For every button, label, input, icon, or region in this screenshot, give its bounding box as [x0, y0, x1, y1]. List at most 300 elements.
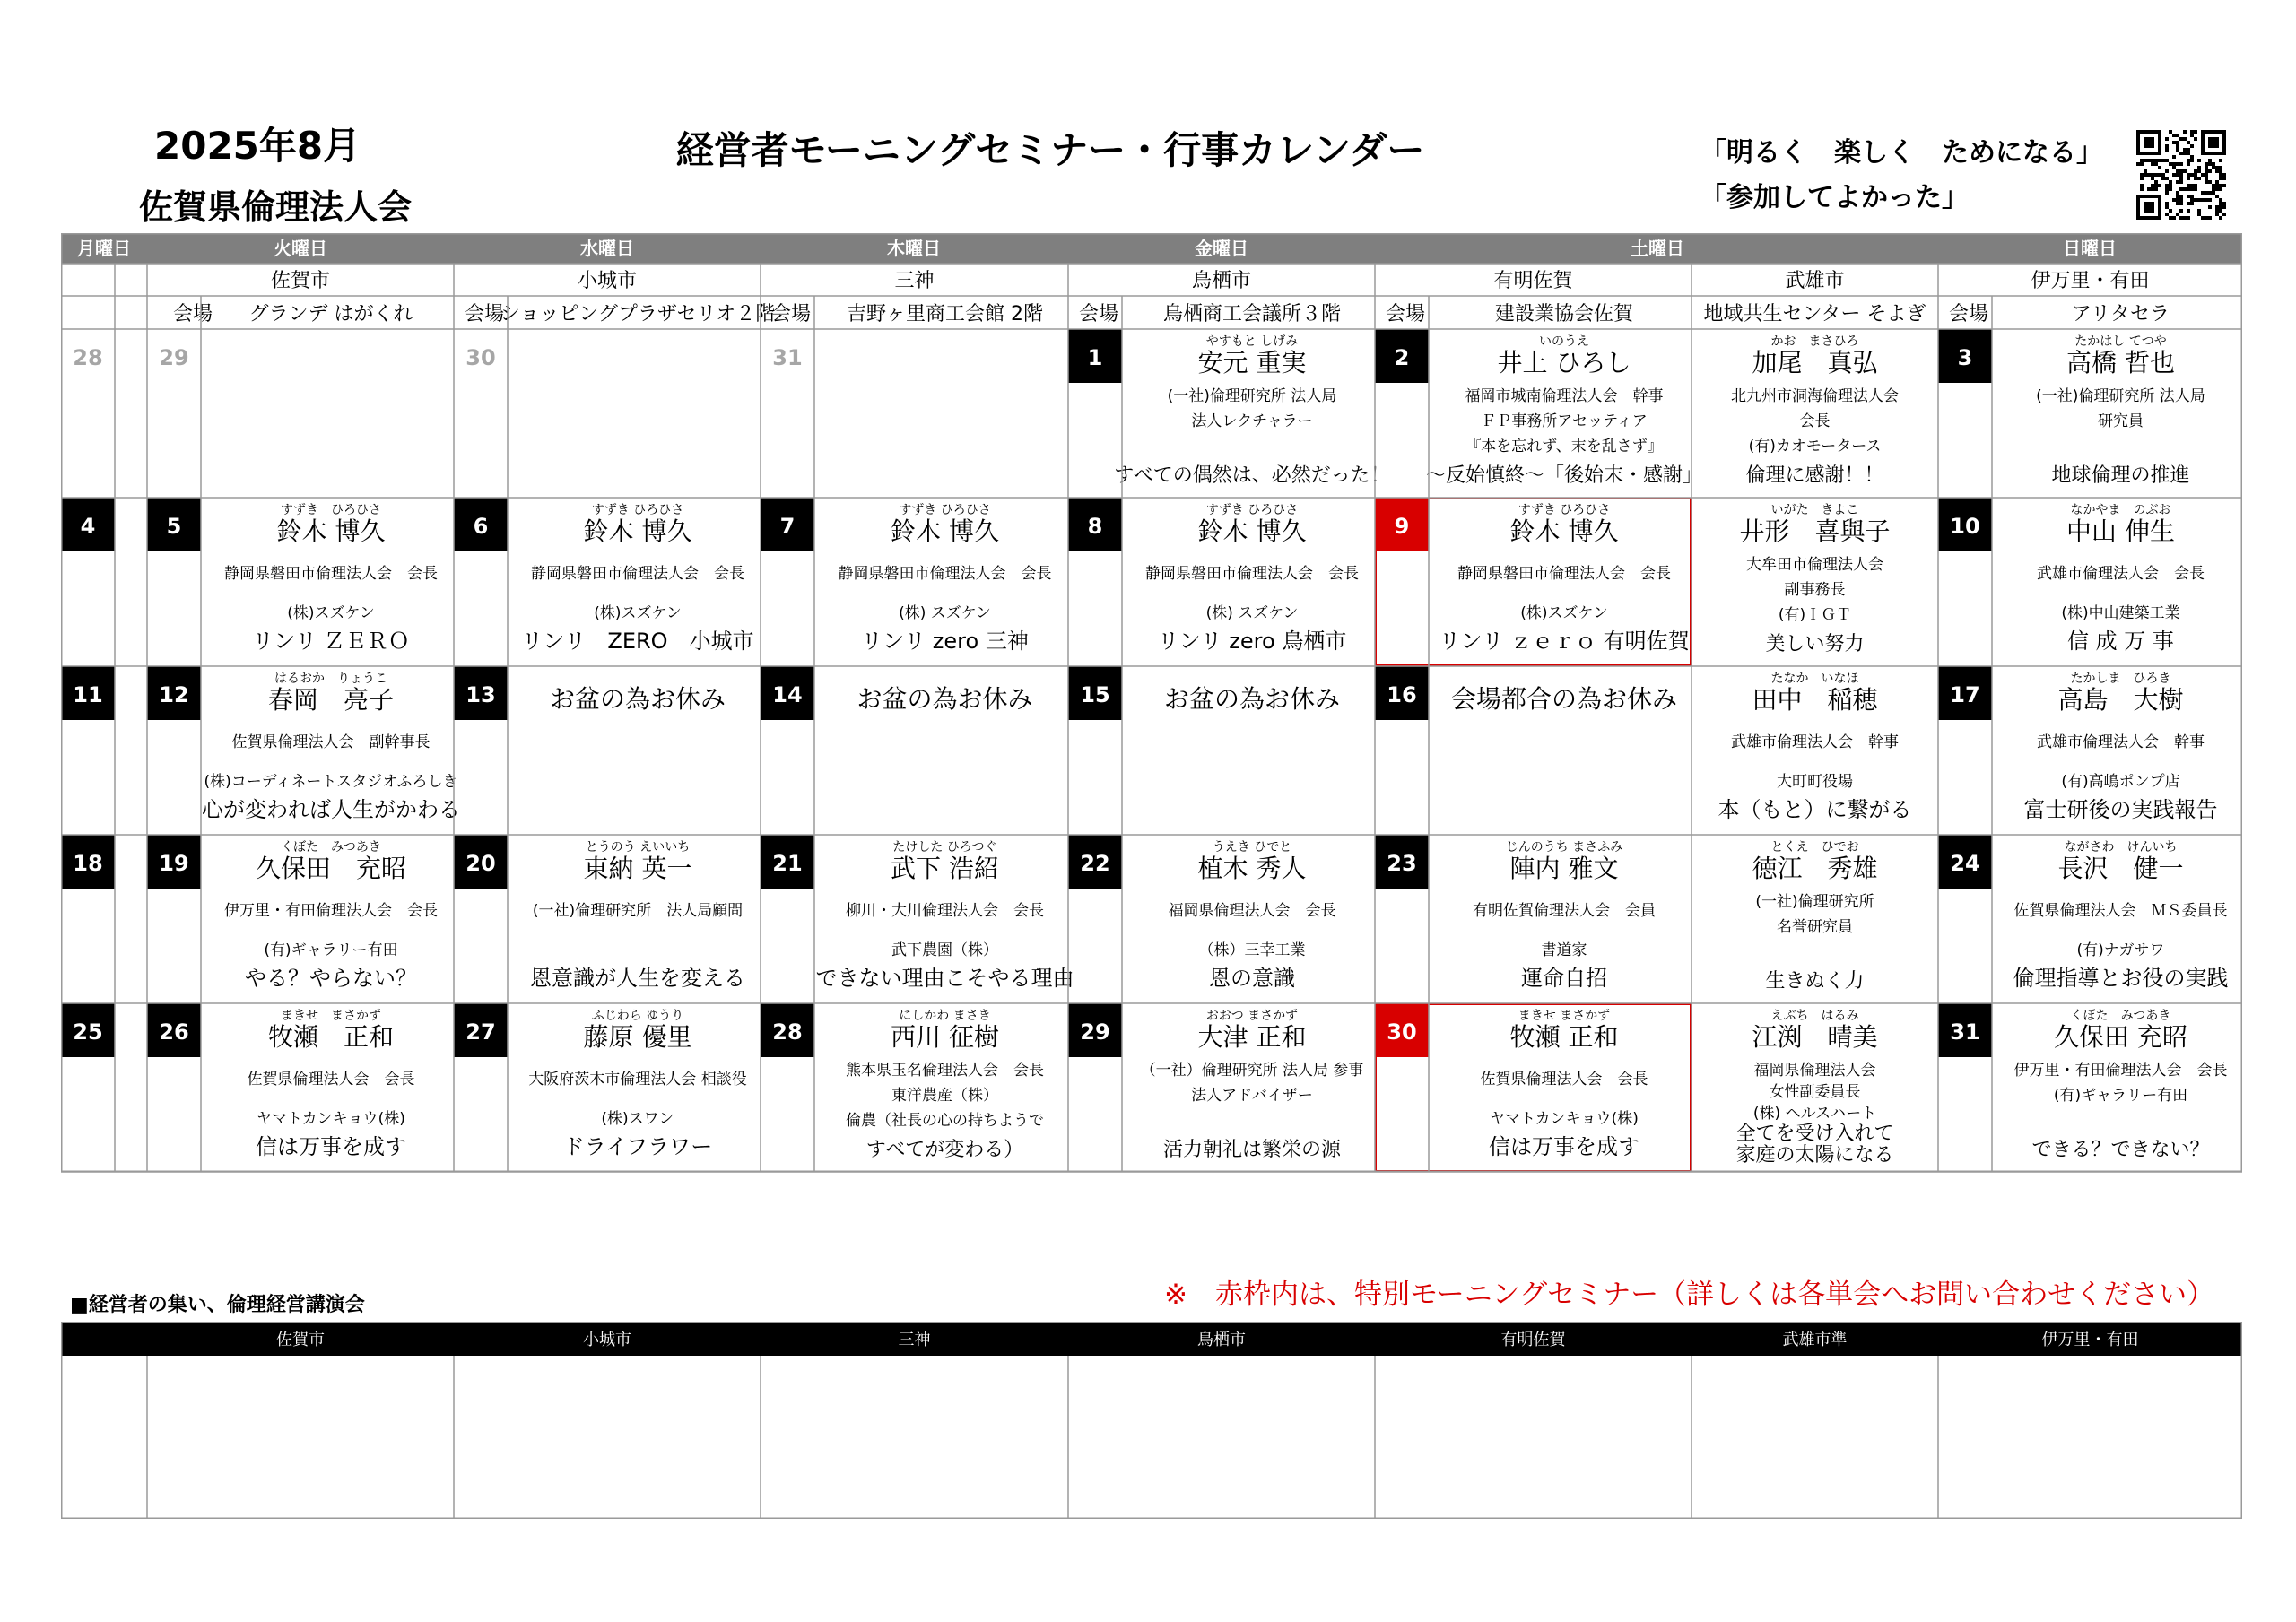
qr-module [2215, 213, 2219, 216]
qr-module [2154, 184, 2158, 187]
qr-module [2219, 184, 2222, 187]
venue-name: アリタセラ [2071, 303, 2170, 325]
qr-module [2222, 213, 2226, 216]
speaker-affiliation: 北九州市洞海倫理法人会 [1731, 387, 1899, 405]
qr-module [2219, 187, 2222, 191]
qr-module [2187, 184, 2190, 187]
venue-label: 会場 [172, 303, 213, 325]
date-number: 12 [159, 682, 189, 707]
qr-module [2165, 169, 2169, 173]
qr-module [2158, 184, 2161, 187]
club-name: 鳥栖市 [1191, 270, 1252, 292]
date-number: 23 [1387, 851, 1417, 876]
speaker-ruby: にしかわ まさき [899, 1009, 991, 1023]
venue-name: 建設業協会佐賀 [1494, 303, 1634, 325]
seminar-theme: 地球倫理の推進 [2051, 464, 2190, 487]
qr-module [2179, 180, 2183, 184]
qr-module [2201, 173, 2205, 177]
qr-module [2183, 130, 2187, 134]
seminar-theme: リンリ ZERO 小城市 [521, 629, 754, 654]
speaker-affiliation: 副事務長 [1784, 581, 1846, 599]
speaker-affiliation: 福岡県倫理法人会 会長 [1168, 902, 1336, 920]
qr-module [2183, 137, 2187, 141]
qr-module [2197, 177, 2201, 180]
qr-module [2187, 216, 2190, 220]
qr-module [2151, 162, 2154, 166]
date-number: 24 [1950, 851, 1980, 876]
speaker-name: 江渕 晴美 [1752, 1022, 1878, 1052]
closed-notice: お盆の為お休み [857, 684, 1033, 714]
date-number: 5 [166, 514, 182, 539]
speaker-affiliation: 大牟田市倫理法人会 [1746, 556, 1883, 574]
speaker-affiliation: 熊本県玉名倫理法人会 会長 [846, 1062, 1044, 1080]
qr-module [2197, 169, 2201, 173]
seminar-theme: 美しい努力 [1765, 633, 1865, 655]
year-month: 2025年8月 [154, 124, 361, 168]
qr-module [2165, 144, 2169, 148]
seminar-theme: できない理由こそやる理由 [815, 966, 1074, 991]
weekday-header: 木曜日 [887, 238, 941, 259]
qr-finder-core [2144, 202, 2154, 213]
seminar-theme: できる？できない？ [2031, 1139, 2210, 1161]
speaker-affiliation: 静岡県磐田市倫理法人会 会長 [838, 565, 1052, 583]
lecture-column-header: 佐賀市 [276, 1331, 325, 1349]
speaker-name: 鈴木 博久 [276, 516, 386, 546]
qr-module [2190, 198, 2194, 202]
weekday-header: 土曜日 [1631, 238, 1684, 259]
weekday-header: 火曜日 [274, 238, 327, 259]
qr-module [2212, 191, 2215, 195]
qr-module [2179, 177, 2183, 180]
lecture-column-header: 武雄市準 [1782, 1331, 1848, 1349]
speaker-ruby: くぼた みつあき [2070, 1009, 2171, 1023]
speaker-ruby: いのうえ [1539, 334, 1589, 349]
qr-module [2205, 177, 2208, 180]
qr-module [2179, 195, 2183, 198]
speaker-affiliation: 武下農園（株） [891, 941, 998, 959]
qr-module [2172, 162, 2176, 166]
speaker-name: 鈴木 博久 [1197, 516, 1307, 546]
qr-module [2154, 173, 2158, 177]
lecture-column-header: 小城市 [583, 1331, 631, 1349]
speaker-name: 鈴木 博久 [1509, 516, 1619, 546]
qr-module [2219, 209, 2222, 213]
qr-module [2190, 184, 2194, 187]
qr-module [2205, 173, 2208, 177]
venue-label: 会場 [1385, 303, 1426, 325]
qr-module [2176, 162, 2179, 166]
seminar-theme: リンリ zero 三神 [861, 629, 1029, 654]
qr-module [2172, 198, 2176, 202]
qr-module [2205, 198, 2208, 202]
qr-module [2179, 187, 2183, 191]
venue-name: ショッピングプラザセリオ２階 [500, 303, 776, 325]
lecture-table [61, 1322, 2242, 1519]
qr-module [2208, 159, 2212, 162]
speaker-ruby: すずき ひろひさ [591, 503, 684, 517]
qr-module [2219, 177, 2222, 180]
speaker-name: 東納 英一 [583, 854, 692, 883]
qr-module [2190, 144, 2194, 148]
qr-code-icon[interactable] [2136, 130, 2226, 220]
date-number: 3 [1957, 345, 1973, 370]
qr-module [2176, 213, 2179, 216]
qr-module [2169, 130, 2172, 134]
seminar-theme: 活力朝礼は繁栄の源 [1162, 1139, 1342, 1161]
qr-module [2194, 187, 2197, 191]
speaker-ruby: おおつ まさかず [1205, 1009, 1299, 1023]
speaker-ruby: ながさわ けんいち [2064, 840, 2178, 854]
speaker-name: 春岡 亮子 [267, 685, 395, 715]
qr-module [2172, 155, 2176, 159]
lecture-section-title: ■経営者の集い、倫理経営講演会 [70, 1294, 365, 1316]
qr-module [2169, 209, 2172, 213]
speaker-ruby: たけした ひろつぐ [892, 840, 997, 854]
seminar-theme: すべての偶然は、必然だった！ [1114, 464, 1390, 487]
qr-module [2212, 166, 2215, 169]
qr-module [2172, 141, 2176, 144]
seminar-theme: 運命自招 [1521, 966, 1607, 991]
seminar-theme: 家庭の太陽になる [1735, 1144, 1894, 1167]
qr-module [2179, 169, 2183, 173]
qr-module [2176, 202, 2179, 205]
speaker-affiliation: (株) ヘルスハート [1752, 1105, 1877, 1123]
qr-module [2176, 134, 2179, 137]
qr-module [2205, 169, 2208, 173]
qr-module [2190, 155, 2194, 159]
seminar-theme: 本（もと）に繋がる [1718, 797, 1912, 822]
qr-module [2179, 173, 2183, 177]
speaker-ruby: とうのう えいいち [585, 840, 691, 854]
qr-module [2158, 173, 2161, 177]
qr-module [2205, 166, 2208, 169]
speaker-affiliation: 大阪府茨木市倫理法人会 相談役 [528, 1071, 747, 1089]
venue-label: 会場 [1948, 303, 1989, 325]
qr-module [2219, 173, 2222, 177]
qr-module [2172, 134, 2176, 137]
qr-module [2194, 184, 2197, 187]
speaker-affiliation: 女性副委員長 [1769, 1083, 1861, 1101]
qr-module [2197, 166, 2201, 169]
date-number: 9 [1394, 514, 1410, 539]
qr-module [2194, 198, 2197, 202]
qr-module [2140, 159, 2144, 162]
speaker-name: 田中 稲穂 [1752, 685, 1878, 715]
seminar-theme: ～反始慎終～「後始末・感謝」 [1425, 464, 1703, 487]
closed-notice: お盆の為お休み [549, 684, 726, 714]
association-name: 佐賀県倫理法人会 [139, 187, 413, 227]
qr-module [2190, 134, 2194, 137]
seminar-theme: リンリ ｚｅｒｏ 有明佐賀 [1439, 629, 1690, 654]
lecture-column-header: 鳥栖市 [1197, 1331, 1246, 1349]
qr-module [2187, 202, 2190, 205]
qr-module [2165, 202, 2169, 205]
qr-module [2140, 184, 2144, 187]
qr-module [2158, 166, 2161, 169]
seminar-theme: ドライフラワー [562, 1134, 713, 1159]
qr-module [2208, 205, 2212, 209]
speaker-affiliation: (有)ギャラリー有田 [264, 941, 398, 959]
qr-module [2197, 159, 2201, 162]
speaker-affiliation: 研究員 [2098, 412, 2144, 430]
speaker-affiliation: 静岡県磐田市倫理法人会 会長 [224, 565, 438, 583]
qr-module [2219, 169, 2222, 173]
qr-module [2147, 159, 2151, 162]
qr-finder-core [2144, 137, 2154, 148]
speaker-affiliation: 武雄市倫理法人会 幹事 [2037, 733, 2205, 751]
qr-module [2176, 169, 2179, 173]
qr-module [2176, 144, 2179, 148]
speaker-name: 久保田 充昭 [255, 854, 407, 883]
date-number: 14 [772, 682, 803, 707]
qr-module [2147, 187, 2151, 191]
qr-module [2194, 169, 2197, 173]
qr-module [2215, 195, 2219, 198]
date-number: 6 [473, 514, 489, 539]
qr-module [2172, 166, 2176, 169]
speaker-name: 牧瀬 正和 [267, 1022, 395, 1052]
qr-module [2151, 173, 2154, 177]
qr-module [2190, 130, 2194, 134]
club-name: 三神 [894, 270, 935, 292]
speaker-affiliation: 『本を忘れず、末を乱さず』 [1465, 438, 1663, 455]
date-number: 22 [1080, 851, 1110, 876]
qr-module [2154, 159, 2158, 162]
qr-module [2176, 173, 2179, 177]
speaker-name: 牧瀬 正和 [1509, 1022, 1619, 1052]
qr-finder-core [2208, 137, 2219, 148]
qr-module [2187, 159, 2190, 162]
date-number: 19 [159, 851, 189, 876]
seminar-theme: リンリ ＺＥＲＯ [252, 629, 410, 654]
page-title: 経営者モーニングセミナー・行事カレンダー [675, 128, 1425, 172]
speaker-affiliation: 伊万里・有田倫理法人会 会長 [2013, 1062, 2228, 1080]
speaker-ruby: たかしま ひろき [2070, 672, 2171, 686]
speaker-name: 久保田 充昭 [2054, 1022, 2187, 1052]
qr-module [2144, 173, 2147, 177]
seminar-theme: やる？やらない？ [245, 966, 417, 991]
date-number: 17 [1950, 682, 1980, 707]
speaker-name: 陣内 雅文 [1509, 854, 1619, 883]
speaker-ruby: くぼた みつあき [281, 840, 381, 854]
qr-module [2219, 205, 2222, 209]
qr-module [2190, 202, 2194, 205]
lecture-header-bar [61, 1322, 2242, 1356]
qr-module [2215, 166, 2219, 169]
qr-module [2197, 213, 2201, 216]
qr-module [2176, 191, 2179, 195]
speaker-affiliation: 佐賀県倫理法人会 会長 [247, 1071, 415, 1089]
qr-module [2179, 202, 2183, 205]
qr-module [2165, 184, 2169, 187]
slogan-line-2: 「参加してよかった」 [1700, 182, 1969, 213]
qr-module [2140, 177, 2144, 180]
qr-module [2219, 198, 2222, 202]
club-name: 武雄市 [1785, 270, 1845, 292]
qr-module [2144, 169, 2147, 173]
speaker-affiliation: 佐賀県倫理法人会 会長 [1480, 1071, 1648, 1089]
qr-module [2187, 209, 2190, 213]
qr-module [2136, 162, 2140, 166]
qr-module [2215, 187, 2219, 191]
slogan-line-1: 「明るく 楽しく ためになる」 [1700, 137, 2103, 169]
weekday-header-bar [61, 233, 2242, 264]
qr-module [2176, 180, 2179, 184]
seminar-theme: 信は万事を成す [256, 1134, 406, 1159]
speaker-affiliation: (株)スズケン [287, 604, 375, 622]
date-number: 28 [73, 345, 103, 370]
qr-module [2176, 198, 2179, 202]
qr-module [2222, 184, 2226, 187]
qr-module [2187, 152, 2190, 155]
speaker-affiliation: (有)高嶋ポンプ店 [2061, 773, 2180, 791]
qr-module [2194, 177, 2197, 180]
qr-module [2169, 187, 2172, 191]
seminar-theme: 倫理指導とお役の実践 [2013, 966, 2229, 991]
seminar-theme: 生きぬく力 [1765, 970, 1865, 993]
date-number: 29 [159, 345, 189, 370]
date-number: 4 [80, 514, 96, 539]
qr-module [2212, 184, 2215, 187]
qr-module [2205, 191, 2208, 195]
qr-module [2187, 148, 2190, 152]
qr-module [2169, 216, 2172, 220]
date-number: 1 [1087, 345, 1103, 370]
speaker-affiliation: (一社)倫理研究所 法人局顧問 [532, 902, 744, 920]
date-number: 10 [1950, 514, 1980, 539]
speaker-affiliation: 福岡市城南倫理法人会 幹事 [1465, 387, 1664, 405]
closed-notice: 会場都合の為お休み [1450, 684, 1678, 714]
date-number: 20 [465, 851, 496, 876]
speaker-affiliation: 倫農（社長の心の持ちようで [846, 1112, 1044, 1130]
speaker-name: 鈴木 博久 [583, 516, 692, 546]
qr-module [2165, 137, 2169, 141]
qr-module [2187, 162, 2190, 166]
qr-module [2205, 216, 2208, 220]
speaker-ruby: じんのうち まさふみ [1505, 840, 1623, 854]
qr-module [2215, 169, 2219, 173]
speaker-affiliation: (一社)倫理研究所 法人局 [2036, 387, 2205, 405]
qr-module [2165, 187, 2169, 191]
qr-module [2208, 198, 2212, 202]
club-name: 伊万里・有田 [2031, 270, 2150, 292]
date-number: 30 [465, 345, 496, 370]
speaker-affiliation: 武雄市倫理法人会 会長 [2037, 565, 2205, 583]
speaker-affiliation: (株) スズケン [1205, 604, 1299, 622]
speaker-affiliation: （一社）倫理研究所 法人局 参事 [1140, 1062, 1364, 1080]
qr-module [2140, 187, 2144, 191]
qr-module [2179, 152, 2183, 155]
qr-module [2183, 152, 2187, 155]
seminar-theme: 信 成 万 事 [2067, 629, 2174, 654]
seminar-theme: 恩の意識 [1209, 966, 1295, 991]
qr-module [2215, 209, 2219, 213]
date-number: 2 [1394, 345, 1410, 370]
qr-module [2158, 159, 2161, 162]
speaker-affiliation: ヤマトカンキョウ(株) [257, 1110, 405, 1128]
speaker-affiliation: 柳川・大川倫理法人会 会長 [846, 902, 1044, 920]
qr-module [2201, 191, 2205, 195]
qr-module [2219, 216, 2222, 220]
speaker-affiliation: (株) スズケン [899, 604, 991, 622]
date-number: 16 [1387, 682, 1417, 707]
qr-module [2179, 137, 2183, 141]
qr-module [2194, 137, 2197, 141]
speaker-affiliation: 佐賀県倫理法人会 ＭＳ委員長 [2013, 902, 2228, 920]
seminar-theme: 心が変われば人生がかわる [202, 797, 460, 822]
qr-module [2222, 173, 2226, 177]
qr-module [2176, 195, 2179, 198]
speaker-name: 中山 伸生 [2066, 516, 2175, 546]
speaker-affiliation: 有明佐賀倫理法人会 会員 [1473, 902, 1656, 920]
qr-module [2212, 187, 2215, 191]
venue-name: 吉野ヶ里商工会館 2階 [847, 303, 1043, 325]
lecture-column-header: 伊万里・有田 [2041, 1331, 2139, 1349]
qr-module [2147, 173, 2151, 177]
speaker-ruby: すずき ひろひさ [280, 503, 382, 517]
venue-label: 会場 [1078, 303, 1119, 325]
date-number: 31 [1950, 1019, 1980, 1045]
qr-module [2154, 180, 2158, 184]
speaker-affiliation: 静岡県磐田市倫理法人会 会長 [1457, 565, 1671, 583]
speaker-ruby: たかはし てつや [2074, 334, 2167, 349]
speaker-ruby: たなか いなほ [1770, 672, 1859, 686]
speaker-name: 藤原 優里 [583, 1022, 692, 1052]
speaker-name: 長沢 健一 [2057, 854, 2184, 883]
speaker-affiliation: (一社)倫理研究所 法人局 [1167, 387, 1337, 405]
speaker-ruby: まきせ まさかず [1518, 1009, 1611, 1023]
qr-module [2190, 173, 2194, 177]
qr-module [2187, 173, 2190, 177]
speaker-ruby: すずき ひろひさ [1205, 503, 1299, 517]
qr-module [2165, 191, 2169, 195]
date-number: 30 [1387, 1019, 1417, 1045]
qr-module [2222, 202, 2226, 205]
speaker-affiliation: (有)カオモータース [1748, 438, 1882, 455]
club-name: 佐賀市 [270, 270, 331, 292]
speaker-ruby: なかやま のぶお [2070, 503, 2171, 517]
qr-module [2165, 205, 2169, 209]
qr-module [2197, 209, 2201, 213]
date-number: 11 [73, 682, 103, 707]
qr-module [2151, 187, 2154, 191]
qr-module [2179, 216, 2183, 220]
speaker-affiliation: 会長 [1799, 412, 1831, 430]
speaker-affiliation: 静岡県磐田市倫理法人会 会長 [531, 565, 744, 583]
qr-module [2161, 177, 2165, 180]
seminar-theme: リンリ zero 鳥栖市 [1157, 629, 1347, 654]
qr-module [2183, 216, 2187, 220]
qr-module [2222, 177, 2226, 180]
date-number: 25 [73, 1019, 103, 1045]
calendar-grid [61, 233, 2242, 1258]
speaker-name: 鈴木 博久 [891, 516, 999, 546]
qr-module [2151, 177, 2154, 180]
venue-label: 会場 [464, 303, 505, 325]
seminar-theme: 倫理に感謝！！ [1745, 464, 1884, 487]
qr-module [2215, 184, 2219, 187]
venue-name: 地域共生センター そよぎ [1703, 303, 1926, 325]
qr-module [2165, 148, 2169, 152]
speaker-name: 武下 浩紹 [891, 854, 999, 883]
qr-module [2194, 130, 2197, 134]
qr-module [2176, 148, 2179, 152]
qr-module [2140, 162, 2144, 166]
qr-module [2201, 198, 2205, 202]
speaker-name: 高島 大樹 [2057, 685, 2184, 715]
seminar-theme: すべてが変わる） [865, 1139, 1024, 1161]
speaker-affiliation: (株)スズケン [594, 604, 682, 622]
